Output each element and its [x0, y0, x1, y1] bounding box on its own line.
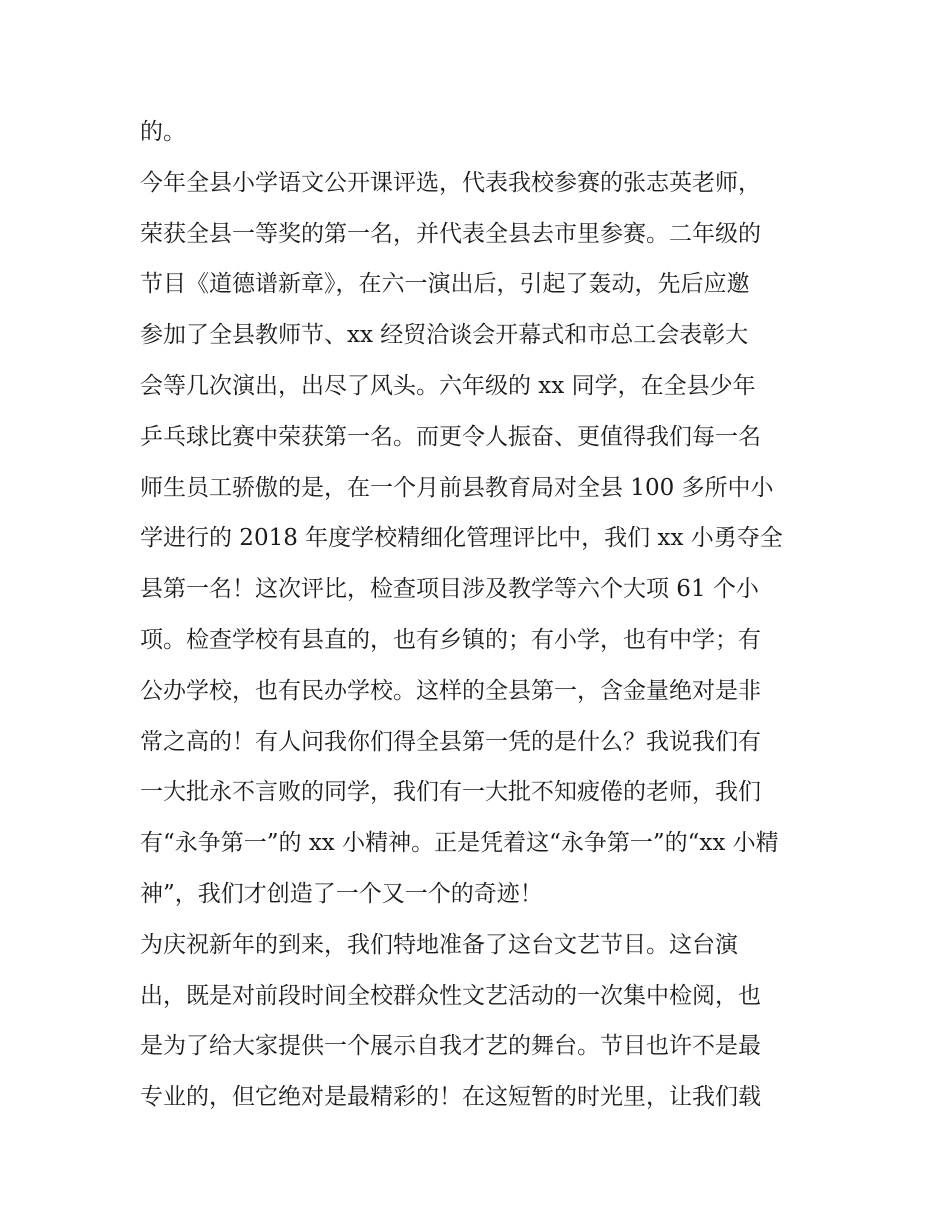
text-line: 为庆祝新年的到来，我们特地准备了这台文艺节目。这台演 [140, 931, 738, 958]
body-text [140, 107, 820, 1123]
text-line: 有“永争第一”的 xx 小精神。正是凭着这“永争第一”的“xx 小精 [140, 830, 779, 857]
text-line: 乒乓球比赛中荣获第一名。而更令人振奋、更值得我们每一名 [140, 423, 761, 450]
text-line: 是为了给大家提供一个展示自我才艺的舞台。节目也许不是最 [140, 1033, 761, 1060]
text-line: 专业的，但它绝对是最精彩的！在这短暂的时光里，让我们载 [140, 1084, 761, 1111]
text-line: 荣获全县一等奖的第一名，并代表全县去市里参赛。二年级的 [140, 220, 761, 247]
text-line: 会等几次演出，出尽了风头。六年级的 xx 同学，在全县少年 [140, 372, 756, 399]
text-line: 的。 [140, 119, 186, 145]
text-line: 今年全县小学语文公开课评选，代表我校参赛的张志英老师， [140, 169, 761, 196]
text-line: 项。检查学校有县直的，也有乡镇的；有小学，也有中学；有 [140, 626, 761, 653]
text-line: 常之高的！有人问我你们得全县第一凭的是什么？我说我们有 [140, 728, 761, 755]
text-line: 神”，我们才创造了一个又一个的奇迹！ [140, 880, 543, 907]
text-line: 出，既是对前段时间全校群众性文艺活动的一次集中检阅，也 [140, 982, 761, 1009]
text-line: 参加了全县教师节、xx 经贸洽谈会开幕式和市总工会表彰大 [140, 322, 749, 349]
text-line: 一大批永不言败的同学，我们有一大批不知疲倦的老师，我们 [140, 779, 761, 806]
text-line: 县第一名！这次评比，检查项目涉及教学等六个大项 61 个小 [140, 576, 759, 603]
text-line: 公办学校，也有民办学校。这样的全县第一，含金量绝对是非 [140, 677, 761, 704]
text-line: 师生员工骄傲的是，在一个月前县教育局对全县 100 多所中小 [140, 474, 774, 501]
text-line: 学进行的 2018 年度学校精细化管理评比中，我们 xx 小勇夺全 [140, 525, 783, 552]
text-line: 节目《道德谱新章》，在六一演出后，引起了轰动，先后应邀 [140, 271, 750, 298]
